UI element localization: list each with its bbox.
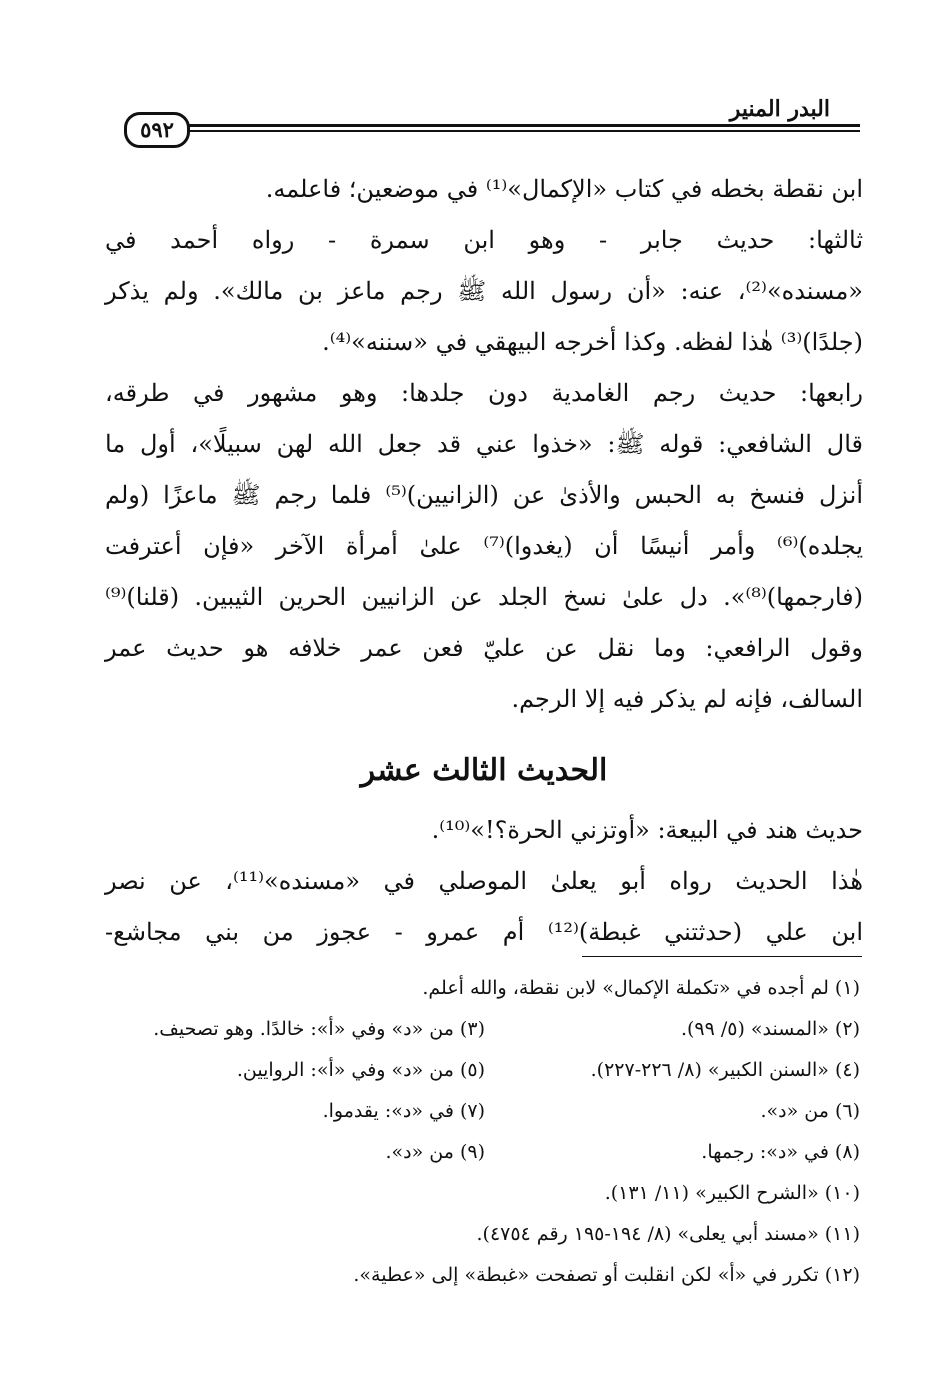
- text-line: أنزل فنسخ به الحبس والأذىٰ عن (الزانيين)⁽⁵⁾ فلما رجم ﷺ ماعزًا (ولم: [105, 481, 863, 509]
- text-line: قال الشافعي: قوله ﷺ: «خذوا عني قد جعل الله لهن سبيلًا»، أول ما: [105, 430, 863, 458]
- footnote: (١) لم أجده في «تكملة الإكمال» لابن نقطة، والله أعلم.: [422, 977, 860, 999]
- text-line: ابن علي (حدثتني غبطة)⁽¹²⁾ أم عمرو - عجوز من بني مجاشع-: [105, 918, 864, 946]
- page-number: ٥٩٢: [124, 112, 190, 148]
- text-line: (جلدًا)⁽³⁾ هٰذا لفظه. وكذا أخرجه البيهقي في «سننه»⁽⁴⁾.: [322, 328, 863, 356]
- text-line: السالف، فإنه لم يذكر فيه إلا الرجم.: [511, 685, 863, 713]
- footnote: (١٠) «الشرح الكبير» (١١/ ١٣١).: [604, 1182, 860, 1204]
- text-line: (فارجمها)⁽⁸⁾». دل علىٰ نسخ الجلد عن الزانيين الحرين الثيبين. (قلنا)⁽⁹⁾: [105, 583, 863, 611]
- text-line: ابن نقطة بخطه في كتاب «الإكمال»⁽¹⁾ في موضعين؛ فاعلمه.: [265, 175, 863, 203]
- text-line: حديث هند في البيعة: «أوتزني الحرة؟!»⁽¹⁰⁾.: [431, 816, 863, 844]
- header-rule-thin: [188, 130, 860, 132]
- section-heading: الحديث الثالث عشر: [360, 753, 608, 788]
- text-line: رابعها: حديث رجم الغامدية دون جلدها: وهو مشهور في طرقه،: [105, 379, 863, 407]
- text-line: «مسنده»⁽²⁾، عنه: «أن رسول الله ﷺ رجم ماعز بن مالك». ولم يذكر: [105, 277, 863, 305]
- footnote: (٩) من «د».: [385, 1141, 485, 1163]
- text-line: هٰذا الحديث رواه أبو يعلىٰ الموصلي في «مسنده»⁽¹¹⁾، عن نصر: [105, 867, 863, 895]
- footnote: (٦) من «د».: [760, 1100, 860, 1122]
- footnote: (٥) من «د» وفي «أ»: الروايين.: [236, 1059, 485, 1081]
- text-line: يجلده)⁽⁶⁾ وأمر أنيسًا أن (يغدوا)⁽⁷⁾ علىٰ أمرأة الآخر «فإن أعترفت: [105, 532, 864, 560]
- footnote: (٢) «المسند» (٥/ ٩٩).: [680, 1018, 860, 1040]
- footnote: (١٢) تكرر في «أ» لكن انقلبت أو تصفحت «غبطة» إلى «عطية».: [353, 1264, 860, 1286]
- footnote-separator: [582, 956, 862, 957]
- footnotes: [100, 968, 860, 1296]
- footnote: (١١) «مسند أبي يعلى» (٨/ ١٩٤-١٩٥ رقم ٤٧٥٤).: [476, 1223, 860, 1245]
- footnote: (٨) في «د»: رجمها.: [701, 1141, 860, 1163]
- header-rule: [188, 124, 860, 127]
- main-text: [105, 164, 863, 958]
- footnote: (٣) من «د» وفي «أ»: خالدًا. وهو تصحيف.: [153, 1018, 485, 1040]
- running-title: البدر المنير: [729, 96, 830, 122]
- footnote: (٤) «السنن الكبير» (٨/ ٢٢٦-٢٢٧).: [590, 1059, 860, 1081]
- text-line: وقول الرافعي: وما نقل عن عليّ فعن عمر خلافه هو حديث عمر: [105, 634, 863, 662]
- page-header: [108, 88, 860, 148]
- footnote: (٧) في «د»: يقدموا.: [322, 1100, 485, 1122]
- text-line: ثالثها: حديث جابر - وهو ابن سمرة - رواه أحمد في: [105, 226, 863, 254]
